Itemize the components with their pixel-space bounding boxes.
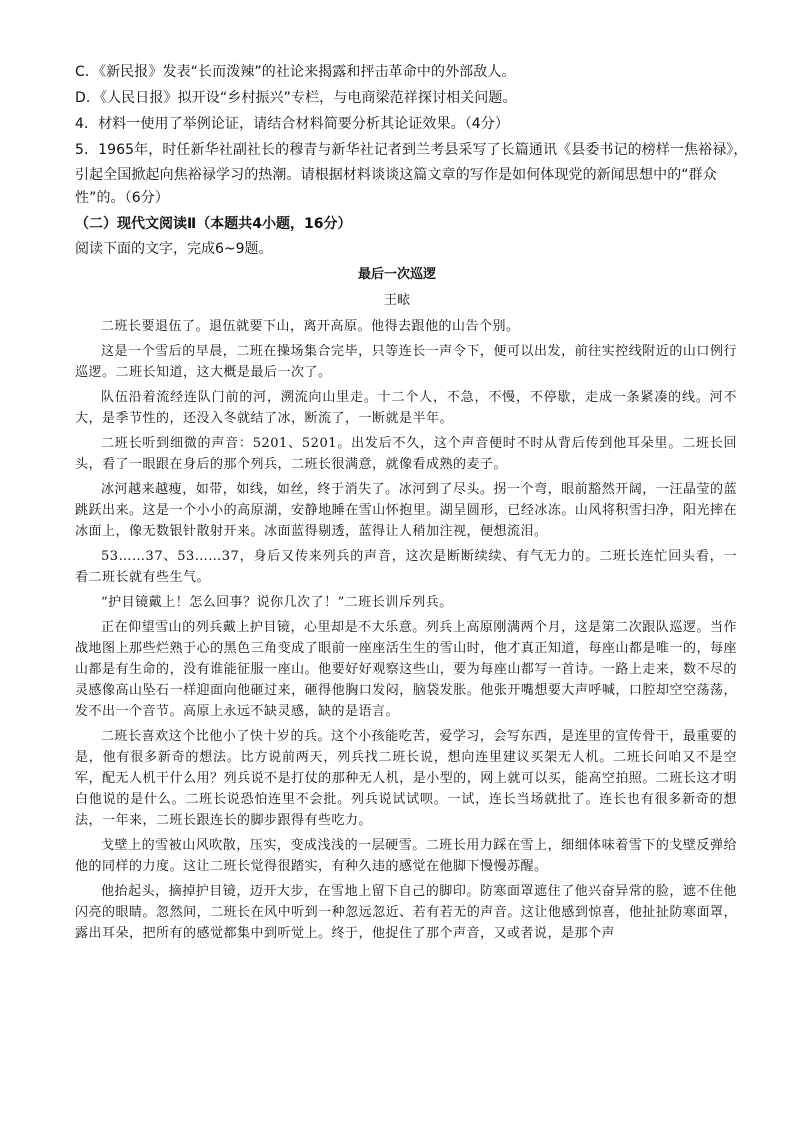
paragraph: 这是一个雪后的早晨，二班在操场集合完毕，只等连长一声令下，便可以出发，前往实控线附近的山口例行巡逻。二班长知道，这大概是最后一次了。 — [75, 344, 737, 380]
question-5-line-1: 5．1965年，时任新华社副社长的穆青与新华社记者到兰考县采写了长篇通讯《县委书记的榜样一焦裕禄》， — [75, 142, 748, 158]
paragraph: 他抬起头，摘掉护目镜，迈开大步，在雪地上留下自己的脚印。防寒面罩遮住了他兴奋异常的脸，遮不住他闪亮的眼睛。忽然间，二班长在风中听到一种忽远忽近、若有若无的声音。这让他感到惊喜，他扯扯防寒面罩，露出耳朵，把所有的感觉都集中到听觉上。终于，他捉住了那个声音，又或者说，是那个声 — [75, 884, 737, 941]
article-body — [75, 316, 737, 948]
paragraph: 队伍沿着流经连队门前的河，溯流向山里走。十二个人，不急，不慢，不停歇，走成一条紧凑的线。河不大，是季节性的，还没入冬就结了冰，断流了，一断就是半年。 — [75, 390, 737, 426]
paragraph: 戈壁上的雪被山风吹散，压实，变成浅浅的一层硬雪。二班长用力踩在雪上，细细体味着雪下的戈壁反弹给他的同样的力度。这让二班长觉得很踏实，有种久违的感觉在他脚下慢慢苏醒。 — [75, 838, 737, 874]
paragraph: “护目镜戴上！怎么回事？说你几次了！”二班长训斥列兵。 — [101, 595, 453, 610]
question-4: 4．材料一使用了举例论证，请结合材料简要分析其论证效果。（4分） — [75, 116, 510, 132]
option-d: D．《人民日报》拟开设“乡村振兴”专栏，与电商梁范祥探讨相关问题。 — [75, 90, 517, 106]
paragraph: 正在仰望雪山的列兵戴上护目镜，心里却是不大乐意。列兵上高原刚满两个月，这是第二次跟队巡逻。当作战地图上那些烂熟于心的黑色三角变成了眼前一座座活生生的雪山时，他才真正知道，每座山都是唯一的，每座山都是有生命的，没有谁能征服一座山。他要好好观察这些山，要为每座山都写一首诗。一路上走来，数不尽的灵感像高山坠石一样迎面向他砸过来，砸得他胸口发闷，脑袋发胀。他张开嘴想要大声呼喊，口腔却空空荡荡，发不出一个音节。高原上永远不缺灵感，缺的是语言。 — [75, 620, 737, 719]
paragraph: 53……37、53……37，身后又传来列兵的声音，这次是断断续续、有气无力的。二班长连忙回头看，一看二班长就有些生气。 — [75, 549, 737, 585]
section-instruction: 阅读下面的文字，完成6~9题。 — [75, 241, 273, 257]
question-5-line-2: 引起全国掀起向焦裕禄学习的热潮。请根据材料谈谈这篇文章的写作是如何体现党的新闻思想中的“群众 — [75, 167, 717, 183]
question-5-line-3: 性”的。（6分） — [75, 190, 169, 206]
paragraph: 二班长喜欢这个比他小了快十岁的兵。这个小孩能吃苦，爱学习，会写东西，是连里的宣传骨干，最重要的是，他有很多新奇的想法。比方说前两天，列兵找二班长说，想向连里建议买架无人机。二班长问咱又不是空军，配无人机干什么用？列兵说不是打仗的那种无人机，是小型的，网上就可以买，能高空拍照。二班长这才明白他说的是什么。二班长说恐怕连里不会批。列兵说试试呗。一试，连长当场就批了。连长也有很多新奇的想法，一年来，二班长跟连长的脚步跟得有些吃力。 — [75, 729, 737, 828]
article-title: 最后一次巡逻 — [357, 267, 436, 282]
article-author: 王畩 — [383, 293, 410, 308]
paragraph: 二班长要退伍了。退伍就要下山，离开高原。他得去跟他的山告个别。 — [101, 319, 520, 334]
section-heading: （二）现代文阅读Ⅱ（本题共4小题，16分） — [75, 216, 352, 232]
paragraph: 二班长听到细微的声音：5201、5201。出发后不久，这个声音便时不时从背后传到他耳朵里。二班长回头，看了一眼跟在身后的那个列兵，二班长很满意，就像看成熟的麦子。 — [75, 436, 737, 472]
paragraph: 冰河越来越瘦，如带，如线，如丝，终于消失了。冰河到了尽头。拐一个弯，眼前豁然开阔，一汪晶莹的蓝跳跃出来。这是一个小小的高原湖，安静地睡在雪山怀抱里。湖呈圆形，已经冰冻。山风将积雪扫净，阳光摔在冰面上，像无数银针散射开来。冰面蓝得剔透，蓝得让人稍加注视，便想流泪。 — [75, 482, 737, 539]
option-c: C．《新民报》发表“长而泼辣”的社论来揭露和抨击革命中的外部敌人。 — [75, 64, 516, 80]
